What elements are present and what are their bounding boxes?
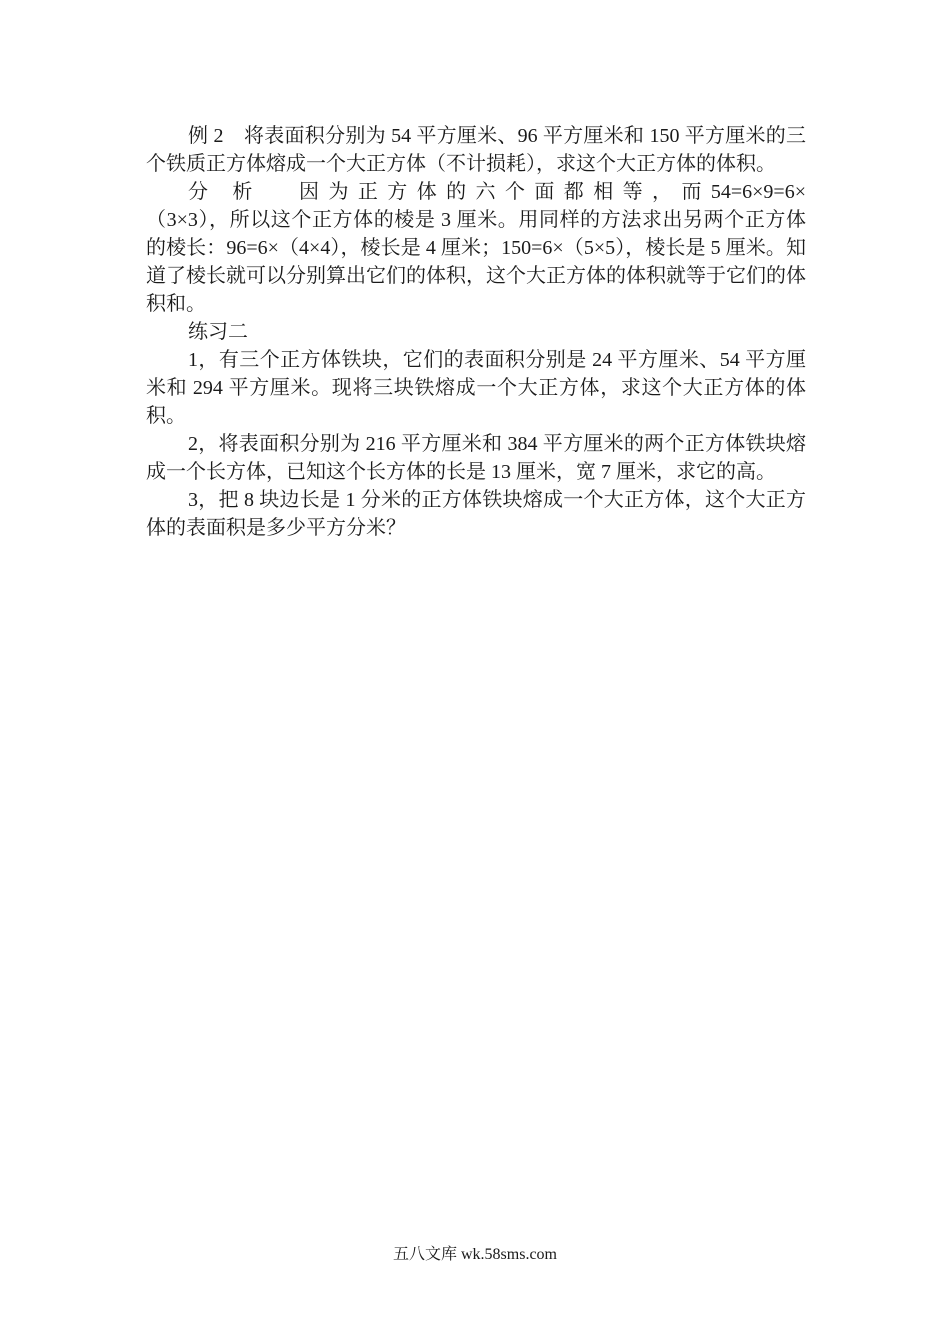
exercise-heading: 练习二 bbox=[188, 321, 248, 343]
exercise-3-paragraph: 3，把 8 块边长是 1 分米的正方体铁块熔成一个大正方体，这个大正方体的表面积是多少平方分米？ bbox=[146, 489, 806, 539]
exercise-2-paragraph: 2，将表面积分别为 216 平方厘米和 384 平方厘米的两个正方体铁块熔成一个长方体，已知这个长方体的长是 13 厘米，宽 7 厘米，求它的高。 bbox=[146, 433, 806, 483]
page-footer: 五八文库 wk.58sms.com bbox=[392, 1246, 557, 1263]
analysis-paragraph: 分 析 因 为 正 方 体 的 六 个 面 都 相 等 ， 而 54=6×9=6×（3×3），所以这个正方体的棱是 3 厘米。用同样的方法求出另两个正方体的棱长：96=6×（4×4），棱长是 4 厘米；150=6×（5×5），棱长是 5 厘米。知道了棱长就可以分别算出它们的体积，这个大正方体的体积就等于它们的体积和。 bbox=[146, 181, 806, 315]
document-body bbox=[146, 122, 806, 542]
example-2-paragraph: 例 2 将表面积分别为 54 平方厘米、96 平方厘米和 150 平方厘米的三个铁质正方体熔成一个大正方体（不计损耗），求这个大正方体的体积。 bbox=[146, 125, 806, 175]
exercise-1-paragraph: 1，有三个正方体铁块，它们的表面积分别是 24 平方厘米、54 平方厘米和 294 平方厘米。现将三块铁熔成一个大正方体，求这个大正方体的体积。 bbox=[146, 349, 806, 427]
